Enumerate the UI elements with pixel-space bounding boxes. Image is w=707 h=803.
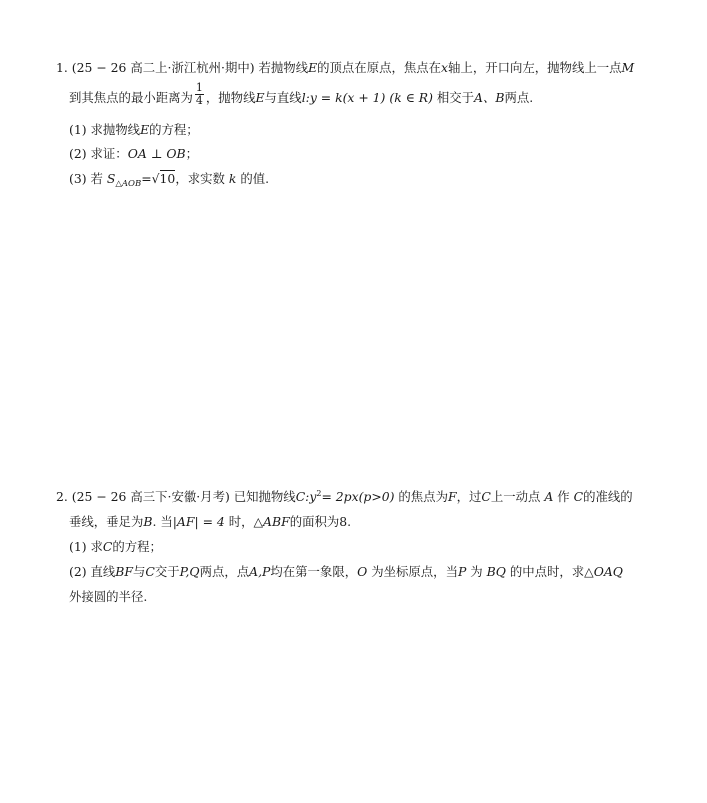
math-var: O: [357, 564, 368, 579]
math-subscript: △AOB: [115, 179, 142, 189]
text: 为坐标原点，当: [371, 564, 458, 579]
math-expression: (k ∈ R): [389, 90, 433, 105]
text: 求: [90, 539, 103, 554]
text: 两点.: [504, 90, 534, 105]
fraction-numerator: 1: [195, 81, 203, 94]
math-var: S: [106, 171, 116, 186]
text: 的顶点在原点，焦点在: [317, 60, 442, 75]
text: 轴上，开口向左，抛物线上一点: [448, 60, 622, 75]
math-var: C: [573, 489, 584, 504]
math-var: E: [255, 90, 265, 105]
text: ，求实数: [175, 171, 225, 186]
problem-2-line-2: [69, 514, 351, 530]
math-var: A: [544, 489, 554, 504]
text: 的值.: [240, 171, 270, 186]
text: 两点，点: [199, 564, 250, 579]
text: 直线: [90, 564, 116, 579]
text: ；: [185, 146, 198, 161]
problem-number: 2.: [56, 489, 68, 504]
problem-1-part-2: [69, 146, 198, 162]
part-label: (1): [69, 122, 87, 137]
problem-2-part-2-cont: [69, 589, 147, 605]
part-label: (2): [69, 146, 87, 161]
text: 若: [90, 171, 103, 186]
math-expression: △OAQ: [584, 564, 623, 579]
text: 与: [133, 564, 146, 579]
text: .: [347, 514, 352, 529]
math-var: C: [481, 489, 491, 504]
text: 上一动点: [490, 489, 541, 504]
fraction-denominator: 4: [195, 94, 203, 107]
problem-2-part-2: [69, 564, 623, 580]
text: 的中点时，求: [509, 564, 585, 579]
math-var: x: [441, 60, 449, 75]
math-expression: l:y = k(x + 1): [301, 90, 386, 105]
math-var: F: [447, 489, 457, 504]
math-var: k: [228, 171, 237, 186]
text: ，抛物线: [205, 90, 256, 105]
problem-1-part-3: [69, 171, 269, 187]
text: 的方程；: [149, 122, 199, 137]
text: ，过: [456, 489, 482, 504]
text: 作: [557, 489, 570, 504]
text: 的焦点为: [398, 489, 448, 504]
math-var: P: [457, 564, 467, 579]
math-var: E: [140, 122, 150, 137]
math-expression: △ABF: [253, 514, 290, 529]
text: 到其焦点的最小距离为: [69, 90, 193, 105]
math-number: 8: [339, 514, 348, 529]
text: 相交于: [436, 90, 475, 105]
math-expression: A、B: [474, 90, 505, 105]
math-var: C: [145, 564, 155, 579]
fraction: [195, 82, 204, 107]
math-expression: P,Q: [179, 564, 200, 579]
text: 时，: [228, 514, 254, 529]
text: 外接圆的半径.: [69, 589, 148, 604]
text: 的面积为: [289, 514, 340, 529]
text: 求抛物线: [90, 122, 141, 137]
text: 交于: [154, 564, 180, 579]
problem-number: 1.: [56, 60, 68, 75]
math-var: M: [621, 60, 635, 75]
problem-source: (25 − 26 高二上·浙江杭州·期中): [71, 60, 255, 75]
math-operator: =: [141, 171, 152, 186]
math-expression: |AF| = 4: [172, 514, 225, 529]
math-superscript: 2: [316, 489, 322, 498]
math-expression: OA ⊥ OB: [127, 146, 186, 161]
text: 均在第一象限，: [270, 564, 358, 579]
part-label: (3): [69, 171, 87, 186]
problem-2-line-1: [56, 486, 633, 502]
problem-2-part-1: [69, 539, 162, 555]
text: 与直线: [264, 90, 302, 105]
math-var: B: [143, 514, 153, 529]
text: . 当: [152, 514, 173, 529]
text: 的方程；: [112, 539, 162, 554]
problem-1-part-1: [69, 122, 199, 138]
problem-1-line-2: [69, 81, 534, 107]
math-expression: BF: [115, 564, 133, 579]
sqrt-radicand: 10: [159, 171, 176, 186]
sqrt-sign: √: [151, 171, 160, 186]
math-expression: A,P: [249, 564, 271, 579]
part-label: (2): [69, 564, 87, 579]
math-expression: BQ: [486, 564, 506, 579]
text: 已知抛物线: [233, 489, 296, 504]
math-expression: = 2px(p>0): [321, 489, 395, 504]
text: 的准线的: [583, 489, 633, 504]
text: 若抛物线: [258, 60, 309, 75]
problem-source: (25 − 26 高三下·安徽·月考): [71, 489, 230, 504]
problem-1-line-1: [56, 60, 634, 76]
text: 垂线，垂足为: [69, 514, 144, 529]
text: 求证：: [90, 146, 128, 161]
math-var: C: [102, 539, 113, 554]
text: 为: [470, 564, 483, 579]
math-expression: C:y: [295, 489, 317, 504]
part-label: (1): [69, 539, 87, 554]
math-var: E: [308, 60, 318, 75]
